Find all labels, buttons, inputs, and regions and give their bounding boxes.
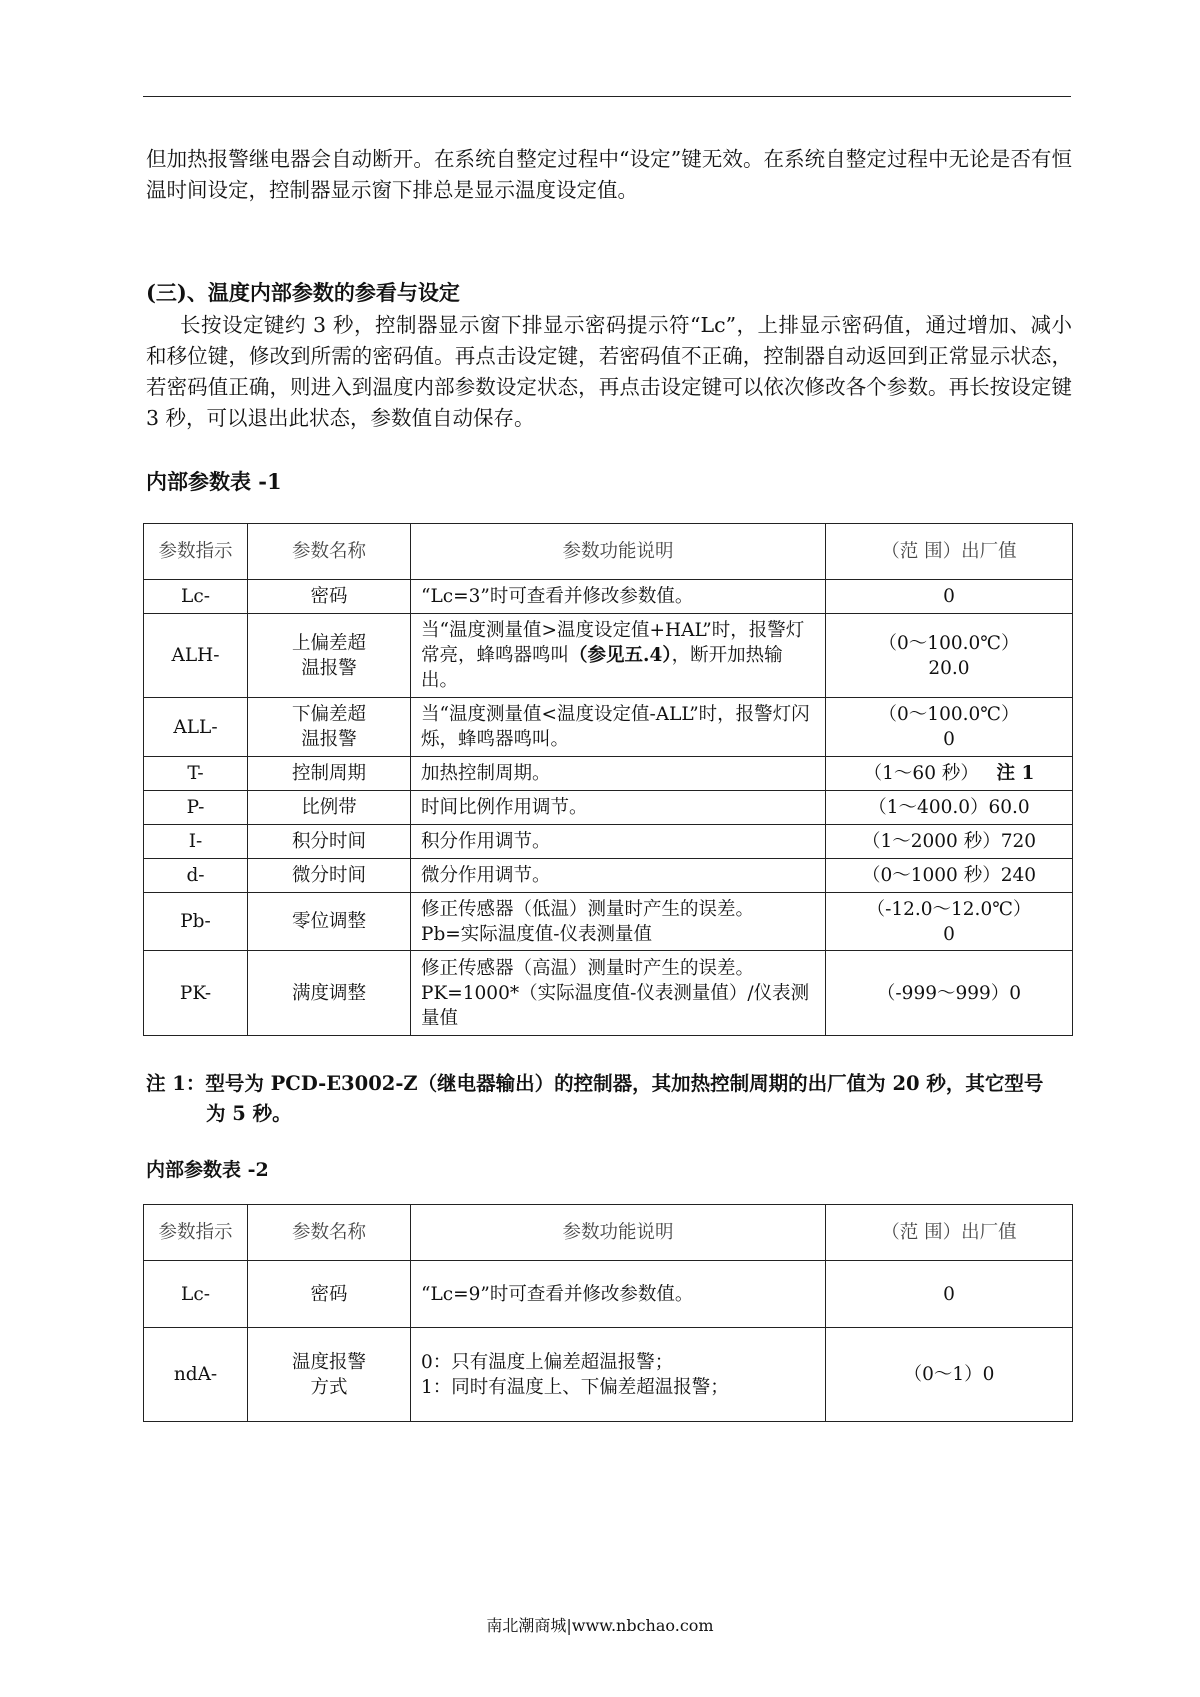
- param-range: （-999～999）0: [826, 951, 1073, 1036]
- note-text-a: 型号为 PCD-E3002-Z（继电器输出）的控制器，其加热控制周期的出厂值为 20 秒，其它型号: [205, 1072, 1044, 1095]
- param-name: 零位调整: [248, 893, 411, 951]
- param-desc-a: 修正传感器（高温）测量时产生的误差。: [421, 957, 755, 979]
- internal-params-table-1: [143, 523, 1073, 1036]
- param-code: ndA-: [144, 1328, 248, 1422]
- param-desc: 当“温度测量值<温度设定值-ALL”时，报警灯闪烁，蜂鸣器鸣叫。: [411, 698, 826, 757]
- table-row: [144, 580, 1073, 614]
- header-cell: 参数指示: [144, 1205, 248, 1261]
- table-row: [144, 757, 1073, 791]
- param-range-text: （0～100.0℃）: [878, 632, 1020, 654]
- param-range: 0: [826, 1261, 1073, 1328]
- internal-params-table-2: [143, 1204, 1073, 1422]
- section-paragraph: 长按设定键约 3 秒，控制器显示窗下排显示密码提示符“Lc”，上排显示密码值，通过增加、减小和移位键，修改到所需的密码值。再点击设定键，若密码值不正确，控制器自动返回到正常显示状态，若密码值正确，则进入到温度内部参数设定状态，再点击设定键可以依次修改各个参数。再长按设定键 3 秒，可以退出此状态，参数值自动保存。: [146, 313, 1072, 430]
- param-desc: 加热控制周期。: [411, 757, 826, 791]
- param-name: 满度调整: [248, 951, 411, 1036]
- param-desc: 时间比例作用调节。: [411, 791, 826, 825]
- param-name: 积分时间: [248, 825, 411, 859]
- param-desc: “Lc=3”时可查看并修改参数值。: [411, 580, 826, 614]
- param-desc-b: Pb=实际温度值-仪表测量值: [421, 923, 653, 945]
- param-name-text: 上偏差超温报警: [291, 632, 366, 679]
- table-row: [144, 1261, 1073, 1328]
- param-desc: “Lc=9”时可查看并修改参数值。: [411, 1261, 826, 1328]
- table2-caption: 内部参数表 -2: [146, 1159, 269, 1181]
- param-range: [826, 757, 1073, 791]
- param-range-text: （-12.0～12.0℃）: [866, 898, 1032, 920]
- param-name: [248, 614, 411, 698]
- param-default: 0: [943, 923, 955, 945]
- param-name: 比例带: [248, 791, 411, 825]
- param-default: 0: [943, 729, 955, 750]
- param-desc-b: PK=1000*（实际温度值-仪表测量值）/仪表测量值: [421, 982, 810, 1029]
- table-row: [144, 825, 1073, 859]
- header-rule: [143, 96, 1071, 97]
- param-code: ALL-: [144, 698, 248, 757]
- table-row: [144, 859, 1073, 893]
- note-1: [146, 1069, 1072, 1129]
- param-range: （1～400.0）60.0: [826, 791, 1073, 825]
- param-range: [826, 614, 1073, 698]
- param-range-text: （1～60 秒）: [863, 763, 979, 784]
- param-desc: 积分作用调节。: [411, 825, 826, 859]
- param-desc-ref: （参见五.4）: [569, 645, 672, 666]
- param-range: （0～1）0: [826, 1328, 1073, 1422]
- param-name-text: 温度报警方式: [291, 1351, 366, 1398]
- table-row: [144, 614, 1073, 698]
- param-code: I-: [144, 825, 248, 859]
- section-heading: (三)、温度内部参数的参看与设定: [146, 280, 460, 305]
- param-default: 20.0: [928, 657, 970, 679]
- param-desc: [411, 951, 826, 1036]
- param-desc-b: 1：同时有温度上、下偏差超温报警；: [421, 1376, 729, 1398]
- param-desc: 微分作用调节。: [411, 859, 826, 893]
- table-row: [144, 1328, 1073, 1422]
- param-name: [248, 1328, 411, 1422]
- param-desc-a: 0：只有温度上偏差超温报警；: [421, 1351, 674, 1373]
- param-desc: [411, 614, 826, 698]
- param-desc-a: 当“温度测量值>温度设定值+HAL”时，报警灯常亮，蜂鸣器鸣叫: [421, 620, 805, 666]
- table1-caption: 内部参数表 -1: [146, 469, 282, 494]
- table-row: [144, 951, 1073, 1036]
- param-code: d-: [144, 859, 248, 893]
- param-range-text: （0～100.0℃）: [878, 704, 1020, 725]
- header-cell: 参数名称: [248, 1205, 411, 1261]
- param-name: [248, 698, 411, 757]
- param-name: 控制周期: [248, 757, 411, 791]
- param-code: Pb-: [144, 893, 248, 951]
- param-name: 密码: [248, 580, 411, 614]
- continuation-paragraph: 但加热报警继电器会自动断开。在系统自整定过程中“设定”键无效。在系统自整定过程中无论是否有恒温时间设定，控制器显示窗下排总是显示温度设定值。: [146, 147, 1072, 202]
- param-name: 微分时间: [248, 859, 411, 893]
- param-desc-a: 修正传感器（低温）测量时产生的误差。: [421, 898, 755, 920]
- header-cell: 参数功能说明: [411, 524, 826, 580]
- param-desc: [411, 1328, 826, 1422]
- param-name: 密码: [248, 1261, 411, 1328]
- param-code: T-: [144, 757, 248, 791]
- param-range: （0～1000 秒）240: [826, 859, 1073, 893]
- page-footer: 南北潮商城|www.nbchao.com: [486, 1616, 714, 1635]
- table-row: [144, 791, 1073, 825]
- header-cell: 参数名称: [248, 524, 411, 580]
- param-code: Lc-: [144, 580, 248, 614]
- note-ref: 注 1: [996, 763, 1035, 784]
- param-code: PK-: [144, 951, 248, 1036]
- param-range: [826, 893, 1073, 951]
- table-header-row: [144, 524, 1073, 580]
- param-code: Lc-: [144, 1261, 248, 1328]
- header-cell: （范 围）出厂值: [826, 1205, 1073, 1261]
- header-cell: 参数功能说明: [411, 1205, 826, 1261]
- header-cell: （范 围）出厂值: [826, 524, 1073, 580]
- param-name-text: 下偏差超温报警: [291, 704, 366, 750]
- header-cell: 参数指示: [144, 524, 248, 580]
- param-range: [826, 698, 1073, 757]
- param-desc: [411, 893, 826, 951]
- note-text-b: 为 5 秒。: [206, 1102, 292, 1125]
- param-range: （1～2000 秒）720: [826, 825, 1073, 859]
- table-row: [144, 698, 1073, 757]
- param-range: 0: [826, 580, 1073, 614]
- param-code: ALH-: [144, 614, 248, 698]
- param-desc-b: ，断开加热输出。: [421, 645, 783, 691]
- note-label: 注 1：: [146, 1072, 206, 1095]
- table-header-row: [144, 1205, 1073, 1261]
- param-code: P-: [144, 791, 248, 825]
- table-row: [144, 893, 1073, 951]
